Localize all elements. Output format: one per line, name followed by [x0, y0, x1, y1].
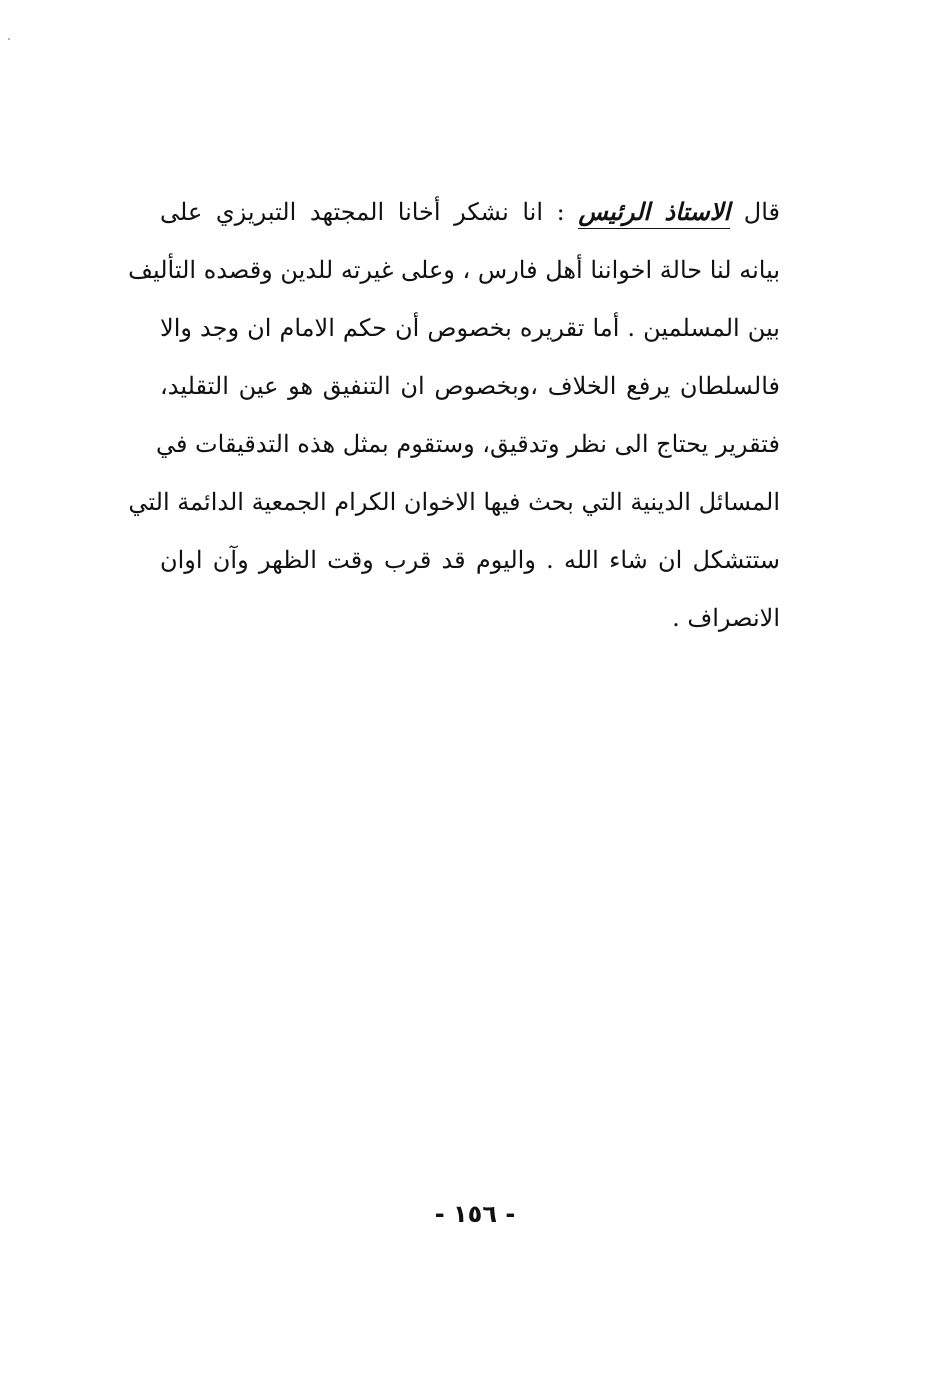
- paragraph-line-6: المسائل الدينية التي بحث فيها الاخوان الكرام الجمعية الدائمة التي: [128, 488, 780, 516]
- speaker-name: الاستاذ الرئيس: [578, 197, 730, 229]
- page-number: - ١٥٦ -: [434, 1200, 516, 1228]
- paragraph-line-7: ستتشكل ان شاء الله . واليوم قد قرب وقت الظهر وآن اوان: [160, 546, 780, 574]
- paragraph-line-3: بين المسلمين . أما تقريره بخصوص أن حكم الامام ان وجد والا: [160, 314, 780, 342]
- speaker-intro: قال: [743, 198, 780, 226]
- paragraph-line-5: فتقرير يحتاج الى نظر وتدقيق، وستقوم بمثل هذه التدقيقات في: [155, 430, 780, 458]
- paragraph-line-4: فالسلطان يرفع الخلاف ،وبخصوص ان التنفيق هو عين التقليد،: [160, 372, 780, 400]
- speaker-statement: : انا نشكر أخانا المجتهد التبريزي على: [160, 198, 565, 226]
- paragraph-line-8: الانصراف .: [672, 604, 780, 632]
- body-paragraph: [128, 190, 780, 654]
- paragraph-line-1: [160, 190, 780, 248]
- scan-speck: [8, 38, 10, 40]
- paragraph-line-2: بيانه لنا حالة اخواننا أهل فارس ، وعلى غيرته للدين وقصده التأليف: [128, 256, 780, 284]
